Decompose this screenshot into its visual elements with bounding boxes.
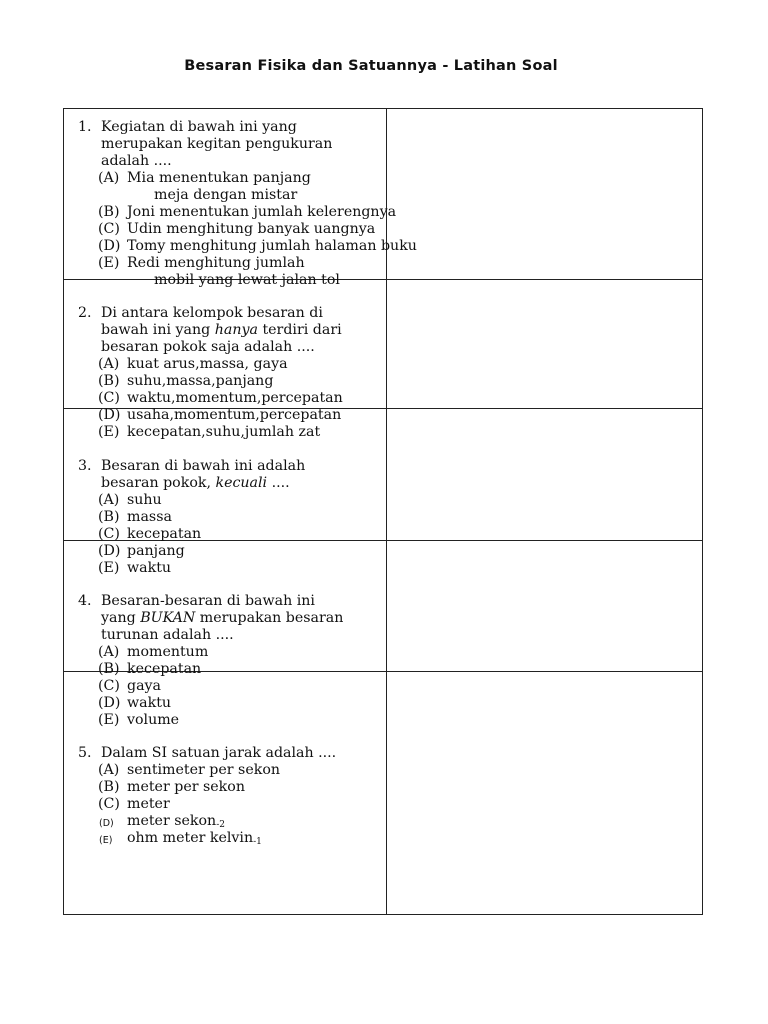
option-letter: (B): [98, 204, 120, 220]
option-letter: (C): [98, 221, 120, 237]
exponent: -2: [216, 820, 225, 830]
option-letter: (A): [98, 356, 120, 372]
question-number: 3.: [78, 458, 92, 474]
question-stem: Kegiatan di bawah ini yang: [101, 119, 297, 135]
option-letter: (D): [98, 543, 121, 559]
option-text: usaha,momentum,percepatan: [127, 407, 342, 423]
emphasis-word: BUKAN: [140, 610, 196, 626]
question-number: 5.: [78, 745, 92, 761]
option-letter: (A): [98, 762, 120, 778]
option-letter: (E): [98, 712, 120, 728]
emphasis-word: kecuali: [215, 475, 268, 491]
option-letter: (C): [98, 526, 120, 542]
option-text: Redi menghitung jumlah: [127, 255, 305, 271]
option-text: suhu: [127, 492, 162, 508]
question-stem: Dalam SI satuan jarak adalah ....: [101, 745, 337, 761]
option-letter: (E): [99, 835, 113, 846]
option-text: meter: [127, 796, 170, 812]
option-letter: (E): [98, 424, 120, 440]
option-text: waktu: [127, 695, 172, 711]
option-text: waktu,momentum,percepatan: [127, 390, 343, 406]
question-stem: adalah ....: [101, 153, 172, 169]
option-text: kecepatan,suhu,jumlah zat: [127, 424, 321, 440]
question-stem: Besaran di bawah ini adalah: [101, 458, 306, 474]
option-text: Mia menentukan panjang: [127, 170, 311, 186]
question-stem: yang BUKAN merupakan besaran: [101, 610, 344, 626]
question-number: 2.: [78, 305, 92, 321]
question-stem: besaran pokok saja adalah ....: [101, 339, 315, 355]
option-text: meter per sekon: [127, 779, 245, 795]
question-stem: Besaran-besaran di bawah ini: [101, 593, 315, 609]
option-text: Joni menentukan jumlah kelerengnya: [127, 204, 397, 220]
option-text: volume: [127, 712, 180, 728]
option-text: momentum: [127, 644, 209, 660]
option-letter: (D): [98, 238, 121, 254]
option-text: kuat arus,massa, gaya: [127, 356, 288, 372]
option-text: panjang: [127, 543, 185, 559]
option-text: Tomy menghitung jumlah halaman buku: [127, 238, 417, 254]
option-letter: (C): [98, 796, 120, 812]
question-stem: besaran pokok, kecuali ....: [101, 475, 290, 491]
option-text: kecepatan: [127, 661, 202, 677]
option-letter: (E): [98, 560, 120, 576]
option-text: massa: [127, 509, 172, 525]
option-letter: (B): [98, 509, 120, 525]
option-text: ohm meter kelvin-1: [127, 830, 262, 847]
option-letter: (A): [98, 492, 120, 508]
question-stem: Di antara kelompok besaran di: [101, 305, 323, 321]
emphasis-word: hanya: [214, 322, 258, 338]
option-text: sentimeter per sekon: [127, 762, 281, 778]
question-number: 1.: [78, 119, 92, 135]
question-stem: turunan adalah ....: [101, 627, 234, 643]
exponent: -1: [253, 837, 262, 847]
option-letter: (B): [98, 779, 120, 795]
option-text: meter sekon-2: [127, 813, 225, 830]
question-number: 4.: [78, 593, 92, 609]
option-letter: (D): [99, 818, 114, 829]
option-text: Udin menghitung banyak uangnya: [127, 221, 376, 237]
option-text: kecepatan: [127, 526, 202, 542]
question-stem: merupakan kegitan pengukuran: [101, 136, 333, 152]
option-letter: (E): [98, 255, 120, 271]
option-text: suhu,massa,panjang: [127, 373, 274, 389]
option-letter: (C): [98, 678, 120, 694]
option-letter: (D): [98, 695, 121, 711]
option-letter: (B): [98, 373, 120, 389]
page-title: Besaran Fisika dan Satuannya - Latihan Soal: [184, 58, 558, 74]
option-letter: (C): [98, 390, 120, 406]
option-letter: (D): [98, 407, 121, 423]
option-text: waktu: [127, 560, 172, 576]
option-letter: (A): [98, 170, 120, 186]
option-text: mobil yang lewat jalan tol: [154, 272, 340, 288]
option-letter: (A): [98, 644, 120, 660]
option-text: gaya: [127, 678, 162, 694]
option-letter: (B): [98, 661, 120, 677]
option-text: meja dengan mistar: [154, 187, 298, 203]
question-stem: bawah ini yang hanya terdiri dari: [101, 322, 342, 338]
